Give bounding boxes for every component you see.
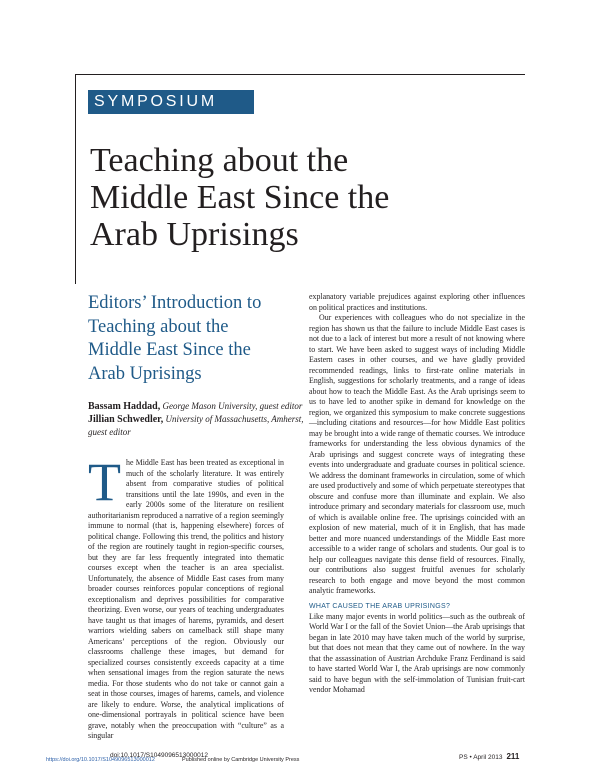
- journal-name: PS • April 2013: [459, 754, 503, 761]
- article-title-line: Editors’ Introduction to: [88, 293, 262, 313]
- author-affiliation: University of Massachusetts, Amherst,: [165, 414, 304, 424]
- body-paragraph: explanatory variable prejudices against exploring other influences on political practices and institutions.: [309, 292, 525, 312]
- drop-cap: T: [88, 452, 121, 512]
- author-role: guest editor: [88, 427, 131, 437]
- body-intro: [88, 452, 284, 742]
- section-label: SYMPOSIUM: [88, 90, 254, 114]
- author-line: [88, 400, 303, 413]
- body-paragraph: Like many major events in world politics—such as the outbreak of World War I or the fall of the Soviet Union—the Arab uprisings that began in late 2010 may have taken much of the world by surprise, but that does not mean that they came out of nowhere. In the way that the assassination of Austrian Archduke Franz Ferdinand is said to have started World War I, the Arab uprisings are now commonly said to have begun with the self-immolation of Tunisian fruit-cart vendor Mohamad: [309, 611, 525, 694]
- page-title-line: Middle East Since the: [90, 179, 390, 216]
- article-title-line: Middle East Since the: [88, 340, 251, 360]
- author-name: Bassam Haddad,: [88, 401, 161, 412]
- journal-footer: [459, 752, 519, 761]
- page-title: [90, 142, 530, 253]
- author-line: [88, 413, 304, 426]
- author-name: Jillian Schwedler,: [88, 414, 164, 425]
- article-title: [88, 292, 284, 386]
- page-title-line: Teaching about the: [90, 142, 349, 179]
- left-rule: [75, 74, 76, 284]
- doi-link[interactable]: https://doi.org/10.1017/S1049096513000012: [46, 757, 155, 763]
- article-title-line: Teaching about the: [88, 316, 229, 337]
- body-paragraph: he Middle East has been treated as exceptional in much of the scholarly literature. It was entirely absent from comparative studies of political transitions until the late 1990s, and even in the early 2000s some of the literature on resilient authoritarianism reproduced a narrative of a region seemingly immune to normal (that is, happening elsewhere) forces of political change. Following this trend, the politics and history of the region are routinely taught in region-specific courses, but they are far less frequently integrated into thematic courses except when the teacher is an area specialist. Unfortunately, the absence of Middle East cases from many broader courses reinforces popular conceptions of regional exceptionalism and deprives possibilities for comparative theorizing. Even worse, our years of teaching undergraduates have taught us that images of harems, pyramids, and desert warriors wielding sabers on camelback still shape many Americans’ perceptions of the region. Obviously our classrooms challenge these images, but demand for specialized courses consistently exceeds capacity at a time when sensational images from the region saturate the news media. For those students who do not take or cannot gain a seat in those courses, images of harems, camels, and violence are likely to endure. Worse, the analytical implications of one-dimensional portrayals in political science have been grave, notably when the preoccupation with “culture” as a singular: [88, 458, 284, 740]
- section-heading: WHAT CAUSED THE ARAB UPRISINGS?: [309, 602, 451, 610]
- publisher-text: Published online by Cambridge University Press: [182, 757, 300, 763]
- page-title-line: Arab Uprisings: [90, 216, 299, 253]
- right-column: [309, 292, 525, 696]
- author-affiliation: George Mason University, guest editor: [162, 401, 303, 411]
- left-column: [88, 292, 304, 742]
- top-rule: [75, 74, 525, 75]
- article-title-line: Arab Uprisings: [88, 363, 202, 384]
- doi-text: doi:10.1017/S1049096513000012: [110, 752, 208, 759]
- body-paragraph: Our experiences with colleagues who do not specialize in the region has shown us that the failure to include Middle East cases is not due to a lack of interest but more a result of not knowing where to start. We have been asked to suggest ways of including Middle Eastern cases in other courses, and we have gladly provided recommended readings, links to first-rate online materials in English, suggestions for scholarly treatments, and a range of ideas about how to teach the Middle East. As the Arab uprisings seem to us to have led to another spike in demand for knowledge on the region, we organized this symposium to make concrete suggestions—including citations and resources—for how Middle East politics may be brought into a wide range of thematic courses. We introduce frameworks for understanding the less obvious dynamics of the Arab uprisings and suggest concrete ways of integrating these events into undergraduate and graduate courses in political science. We address the dominant frameworks in circulation, some of which are used productively and some of which perpetuate stereotypes that obscure and confuse more than illuminate and explain. We also introduce primary and secondary materials for classroom use, much of which is available online free. The uprisings coincided with an explosion of new material, much of it in English, that has made better and more nuanced understandings of the Middle East more accessible to a wider range of scholars and students. Our goal is to help our colleagues navigate this dense field of resources. Finally, our contributions also suggest fruitful avenues for scholarly research to both engage and move beyond the most common analytic frameworks.: [309, 313, 525, 595]
- page-number: 211: [506, 752, 520, 761]
